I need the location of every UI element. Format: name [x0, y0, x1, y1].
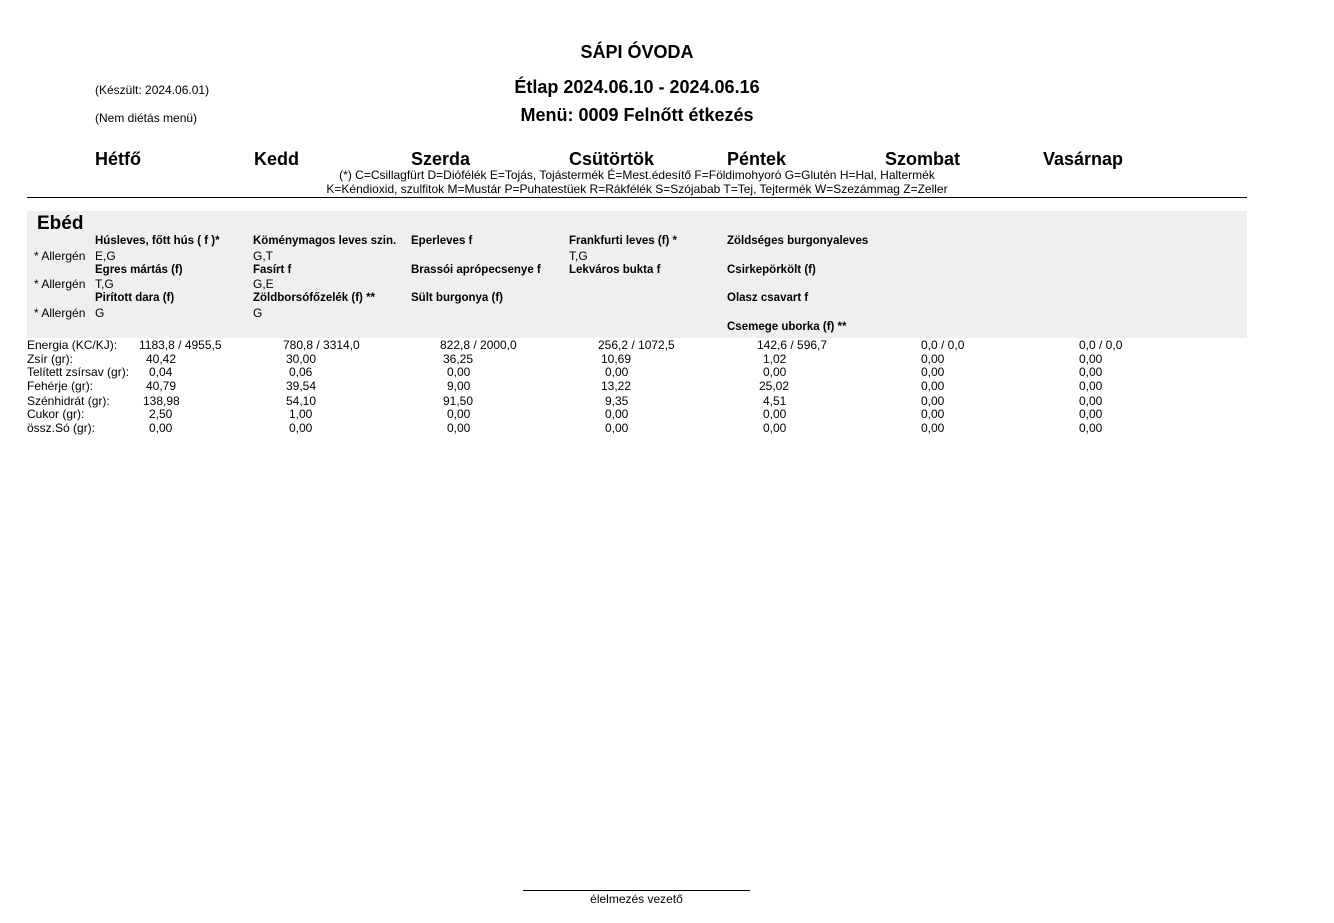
nutrition-carb-sun: 0,00 — [1079, 394, 1103, 408]
created-date: (Készült: 2024.06.01) — [95, 83, 210, 97]
nutrition-carb-mon: 138,98 — [143, 394, 180, 408]
nutrition-satfat-mon: 0,04 — [149, 365, 173, 379]
nutrition-energy-thu: 256,2 / 1072,5 — [598, 338, 675, 352]
dish-mon-3: Pirított dara (f) — [95, 292, 175, 304]
nutrition-energy-sat: 0,0 / 0,0 — [921, 338, 965, 352]
allergen-label-row-1: * Allergén — [34, 249, 86, 263]
nutrition-energy-fri: 142,6 / 596,7 — [757, 338, 828, 352]
nutrition-protein-sun: 0,00 — [1079, 379, 1103, 393]
nutrition-fat-mon: 40,42 — [146, 352, 177, 366]
nutrition-protein-tue: 39,54 — [286, 379, 317, 393]
dish-thu-1: Frankfurti leves (f) * — [569, 235, 677, 247]
nutrition-energy-mon: 1183,8 / 4955,5 — [139, 338, 222, 352]
dish-tue-3: Zöldborsófőzelék (f) ** — [253, 292, 376, 304]
dish-fri-3: Olasz csavart f — [727, 292, 809, 304]
nutrition-sugar-thu: 0,00 — [605, 407, 629, 421]
nutrition-sugar-tue: 1,00 — [289, 407, 313, 421]
day-header-tuesday: Kedd — [254, 149, 299, 169]
allergen-tue-3: G — [253, 306, 263, 320]
dish-thu-2: Lekváros bukta f — [569, 264, 661, 276]
nutrition-satfat-wed: 0,00 — [447, 365, 471, 379]
nutrition-fat-tue: 30,00 — [286, 352, 317, 366]
dish-mon-1: Húsleves, főtt hús ( f )* — [95, 235, 220, 247]
dish-fri-2: Csirkepörkölt (f) — [727, 264, 816, 276]
nutrition-sugar-wed: 0,00 — [447, 407, 471, 421]
nutrition-salt-mon: 0,00 — [149, 421, 173, 435]
allergen-legend-line-1: (*) C=Csillagfürt D=Diófélék E=Tojás, Tojástermék É=Mest.édesítő F=Földimohyoró G=Glutén H=Hal, Haltermék — [339, 168, 935, 182]
dish-fri-1: Zöldséges burgonyaleves — [727, 235, 869, 247]
nutrition-carb-thu: 9,35 — [605, 394, 629, 408]
dish-tue-1: Köménymagos leves szin. — [253, 235, 397, 247]
nutrition-fat-sun: 0,00 — [1079, 352, 1103, 366]
nutrition-salt-sat: 0,00 — [921, 421, 945, 435]
nutrition-salt-tue: 0,00 — [289, 421, 313, 435]
nutrition-fat-sat: 0,00 — [921, 352, 945, 366]
nutrition-label-fat: Zsír (gr): — [27, 352, 73, 366]
day-header-friday: Péntek — [727, 149, 787, 169]
nutrition-fat-thu: 10,69 — [601, 352, 632, 366]
allergen-tue-2: G,E — [253, 277, 274, 291]
signature-label: élelmezés vezető — [590, 892, 683, 906]
allergen-mon-1: E,G — [95, 249, 116, 263]
nutrition-protein-fri: 25,02 — [759, 379, 790, 393]
day-header-saturday: Szombat — [885, 149, 961, 169]
nutrition-sugar-sun: 0,00 — [1079, 407, 1103, 421]
nutrition-label-energy: Energia (KC/KJ): — [27, 338, 118, 352]
nutrition-protein-wed: 9,00 — [447, 379, 471, 393]
allergen-mon-3: G — [95, 306, 105, 320]
day-header-monday: Hétfő — [95, 149, 141, 169]
nutrition-label-salt: össz.Só (gr): — [27, 421, 96, 435]
dish-fri-4: Csemege uborka (f) ** — [727, 321, 847, 333]
nutrition-carb-wed: 91,50 — [443, 394, 474, 408]
section-title-lunch: Ebéd — [37, 213, 84, 234]
nutrition-label-saturated-fat: Telített zsírsav (gr): — [27, 365, 130, 379]
nutrition-satfat-sat: 0,00 — [921, 365, 945, 379]
nutrition-sugar-sat: 0,00 — [921, 407, 945, 421]
school-name: SÁPI ÓVODA — [580, 42, 694, 62]
day-header-wednesday: Szerda — [411, 149, 471, 169]
allergen-mon-2: T,G — [95, 277, 114, 291]
nutrition-protein-mon: 40,79 — [146, 379, 177, 393]
nutrition-salt-wed: 0,00 — [447, 421, 471, 435]
nutrition-label-carbohydrate: Szénhidrát (gr): — [27, 394, 110, 408]
nutrition-satfat-sun: 0,00 — [1079, 365, 1103, 379]
nutrition-label-protein: Fehérje (gr): — [27, 379, 94, 393]
allergen-tue-1: G,T — [253, 249, 273, 263]
nutrition-fat-wed: 36,25 — [443, 352, 474, 366]
nutrition-satfat-tue: 0,06 — [289, 365, 313, 379]
nutrition-sugar-fri: 0,00 — [763, 407, 787, 421]
nutrition-salt-sun: 0,00 — [1079, 421, 1103, 435]
nutrition-carb-sat: 0,00 — [921, 394, 945, 408]
signature-line — [523, 890, 750, 891]
day-header-thursday: Csütörtök — [569, 149, 654, 169]
nutrition-protein-thu: 13,22 — [601, 379, 632, 393]
dish-wed-1: Eperleves f — [411, 235, 473, 247]
nutrition-sugar-mon: 2,50 — [149, 407, 173, 421]
allergen-thu-1: T,G — [569, 249, 588, 263]
nutrition-protein-sat: 0,00 — [921, 379, 945, 393]
header-divider — [27, 197, 1247, 198]
allergen-label-row-2: * Allergén — [34, 277, 86, 291]
diet-note: (Nem diétás menü) — [95, 111, 198, 125]
nutrition-satfat-fri: 0,00 — [763, 365, 787, 379]
allergen-label-row-3: * Allergén — [34, 306, 86, 320]
dish-tue-2: Fasírt f — [253, 264, 292, 276]
nutrition-energy-sun: 0,0 / 0,0 — [1079, 338, 1123, 352]
menu-name: Menü: 0009 Felnőtt étkezés — [520, 105, 754, 125]
nutrition-energy-wed: 822,8 / 2000,0 — [440, 338, 517, 352]
nutrition-fat-fri: 1,02 — [763, 352, 787, 366]
dish-mon-2: Egres mártás (f) — [95, 264, 183, 276]
allergen-legend-line-2: K=Kéndioxid, szulfitok M=Mustár P=Puhatestüek R=Rákfélék S=Szójabab T=Tej, Tejtermék W=Szezámmag Z=Zeller — [326, 182, 948, 196]
dish-wed-2: Brassói aprópecsenye f — [411, 264, 541, 276]
nutrition-carb-fri: 4,51 — [763, 394, 787, 408]
nutrition-salt-fri: 0,00 — [763, 421, 787, 435]
nutrition-carb-tue: 54,10 — [286, 394, 317, 408]
nutrition-energy-tue: 780,8 / 3314,0 — [283, 338, 360, 352]
nutrition-label-sugar: Cukor (gr): — [27, 407, 85, 421]
dish-wed-3: Sült burgonya (f) — [411, 292, 503, 304]
nutrition-satfat-thu: 0,00 — [605, 365, 629, 379]
nutrition-salt-thu: 0,00 — [605, 421, 629, 435]
menu-date-range: Étlap 2024.06.10 - 2024.06.16 — [514, 77, 760, 97]
day-header-sunday: Vasárnap — [1043, 149, 1124, 169]
